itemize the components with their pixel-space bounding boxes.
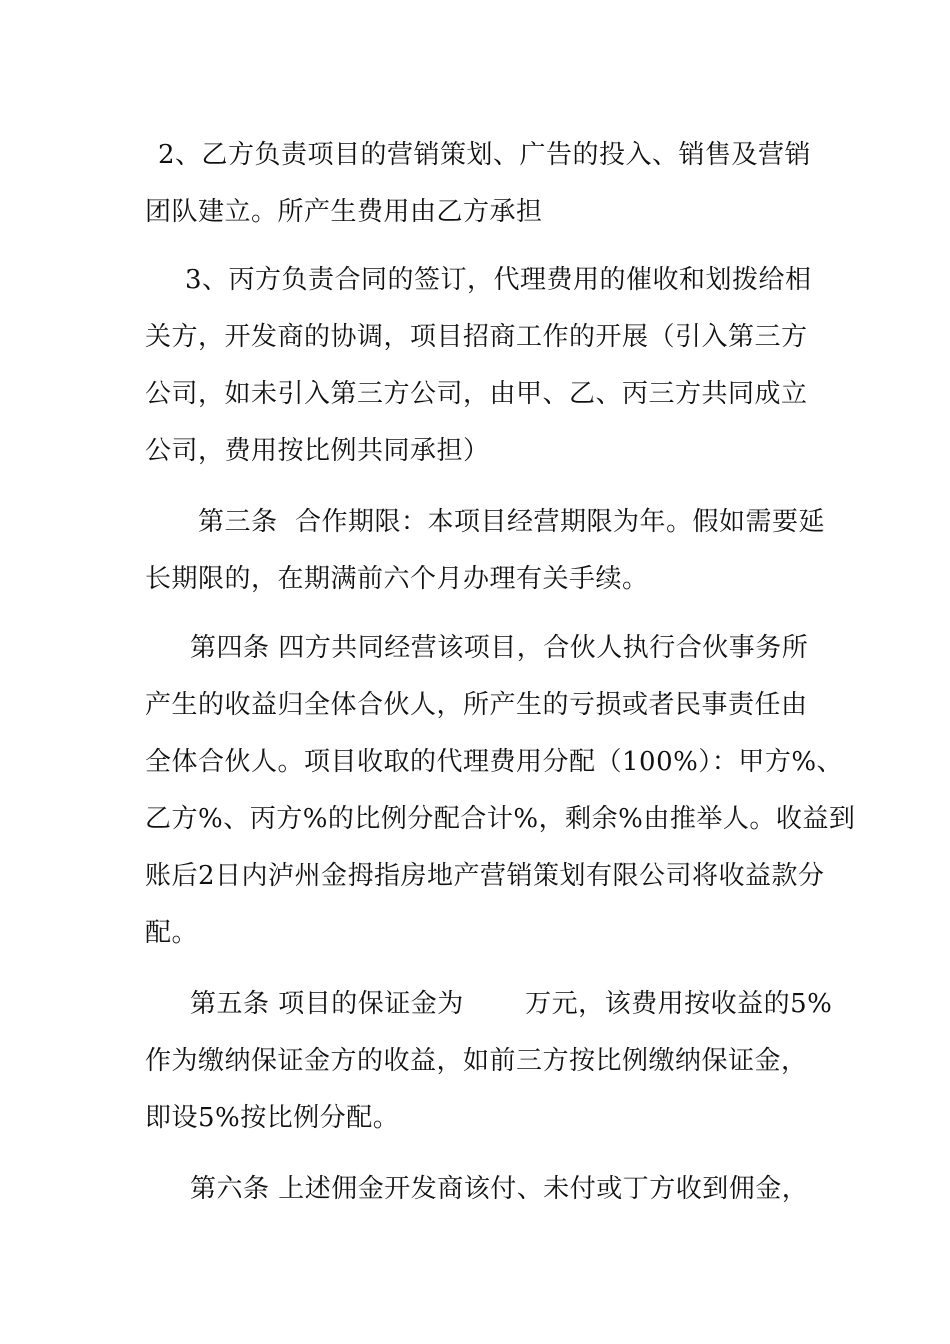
- article-3-line-1: 第三条 合作期限：本项目经营期限为年。假如需要延: [198, 507, 826, 537]
- item-3-line-3: 公司，如未引入第三方公司，由甲、乙、丙三方共同成立: [145, 379, 808, 409]
- article-4-line-6: 配。: [145, 918, 199, 948]
- item-2-line-2: 团队建立。所产生费用由乙方承担: [145, 197, 543, 227]
- item-2-line-1: 2、乙方负责项目的营销策划、广告的投入、销售及营销: [158, 140, 812, 170]
- article-6-line-1: 第六条 上述佣金开发商该付、未付或丁方收到佣金，: [190, 1174, 809, 1204]
- item-3-line-4: 公司，费用按比例共同承担）: [145, 436, 490, 466]
- article-5-line-3: 即设5%按比例分配。: [145, 1103, 400, 1133]
- item-3-line-2: 关方，开发商的协调，项目招商工作的开展（引入第三方: [145, 322, 808, 352]
- article-4-line-4: 乙方%、丙方%的比例分配合计%，剩余%由推举人。收益到: [145, 804, 856, 834]
- article-4-line-2: 产生的收益归全体合伙人，所产生的亏损或者民事责任由: [145, 690, 808, 720]
- article-5-line-1: 第五条 项目的保证金为 万元，该费用按收益的5%: [190, 989, 833, 1019]
- item-3-line-1: 3、丙方负责合同的签订，代理费用的催收和划拨给相: [185, 265, 812, 295]
- article-4-line-1: 第四条 四方共同经营该项目，合伙人执行合伙事务所: [190, 633, 809, 663]
- article-3-line-2: 长期限的，在期满前六个月办理有关手续。: [145, 564, 649, 594]
- article-4-line-5: 账后2日内泸州金拇指房地产营销策划有限公司将收益款分: [145, 861, 825, 891]
- article-5-line-2: 作为缴纳保证金方的收益，如前三方按比例缴纳保证金，: [145, 1046, 808, 1076]
- article-4-line-3: 全体合伙人。项目收取的代理费用分配（100%）：甲方%、: [145, 747, 844, 777]
